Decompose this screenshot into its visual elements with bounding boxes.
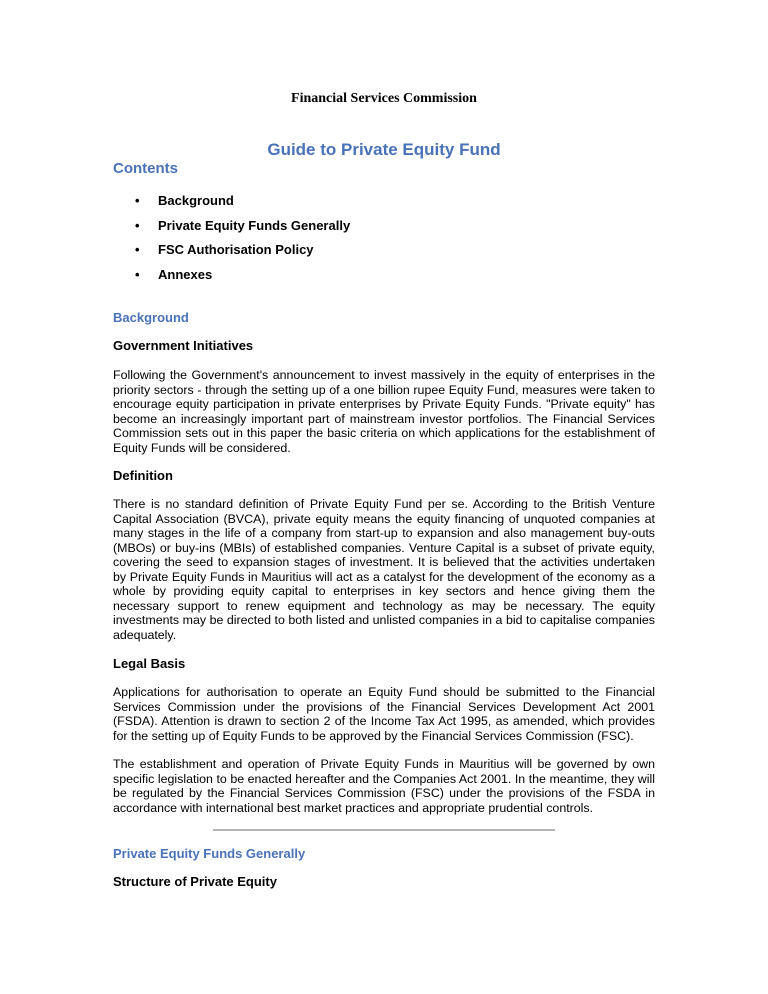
paragraph-legal-basis-1: Applications for authorisation to operate an Equity Fund should be submitted to the Financial Services Commission under the provisions of the Financial Services Development Act 2001 (FSDA). Attention is drawn to section 2 of the Income Tax Act 1995, as amended, which provides for the setting up of Equity Funds to be approved by the Financial Services Commission (FSC). [113, 685, 655, 743]
paragraph-government-initiatives: Following the Government's announcement to invest massively in the equity of enterprises in the priority sectors - through the setting up of a one billion rupee Equity Fund, measures were taken to encourage equity participation in private enterprises by Private Equity Funds. "Private equity" has become an increasingly important part of mainstream investor portfolios. The Financial Services Commission sets out in this paper the basic criteria on which applications for the establishment of Equity Funds will be considered. [113, 368, 655, 455]
section-heading-private-equity-funds: Private Equity Funds Generally [113, 846, 306, 861]
contents-item [113, 267, 350, 292]
contents-item [113, 193, 350, 218]
organization-name: Financial Services Commission [291, 91, 477, 106]
bullet-icon: • [135, 217, 140, 233]
document-title: Guide to Private Equity Fund [267, 140, 501, 159]
horizontal-divider [213, 829, 555, 831]
contents-item-label: FSC Authorisation Policy [158, 242, 314, 257]
contents-item-label: Annexes [158, 266, 213, 282]
contents-list [113, 193, 350, 291]
paragraph-legal-basis-2: The establishment and operation of Private Equity Funds in Mauritius will be governed by own specific legislation to be enacted hereafter and the Companies Act 2001. In the meantime, they will be regulated by the Financial Services Commission (FSC) under the provisions of the FSDA in accordance with international best market practices and appropriate prudential controls. [113, 757, 655, 815]
paragraph-definition: There is no standard definition of Private Equity Fund per se. According to the British Venture Capital Association (BVCA), private equity means the equity financing of unquoted companies at many stages in the life of a company from start-up to expansion and also management buy-outs (MBOs) or buy-ins (MBIs) of established companies. Venture Capital is a subset of private equity, covering the seed to expansion stages of investment. It is believed that the activities undertaken by Private Equity Funds in Mauritius will act as a catalyst for the development of the economy as a whole by providing equity capital to enterprises in key sectors and hence giving them the necessary support to renew equipment and technology as may be necessary. The equity investments may be directed to both listed and unlisted companies in a bid to capitalise companies adequately. [113, 497, 655, 642]
bullet-icon: • [135, 266, 140, 282]
subheading-definition: Definition [113, 468, 173, 483]
bullet-icon: • [135, 193, 140, 208]
contents-item [113, 218, 350, 243]
subheading-structure-of-private-equity: Structure of Private Equity [113, 874, 277, 889]
section-heading-background: Background [113, 310, 189, 325]
contents-heading: Contents [113, 160, 178, 177]
bullet-icon: • [135, 242, 140, 257]
contents-item-label: Background [158, 193, 234, 208]
subheading-government-initiatives: Government Initiatives [113, 338, 254, 353]
subheading-legal-basis: Legal Basis [113, 656, 186, 671]
contents-item [113, 242, 350, 267]
contents-item-label: Private Equity Funds Generally [158, 217, 351, 233]
